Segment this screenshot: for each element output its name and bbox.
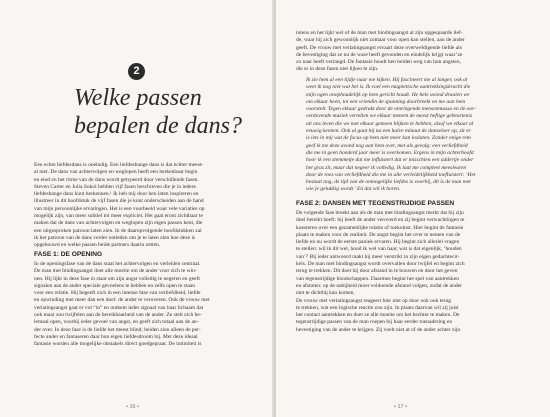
text-line: die me in geen honderd jaar meer is overkomen. Ergens in mijn achterhoofd <box>306 149 474 156</box>
text-line: lemaal open, voorbij ieder gevoel van angst, en geeft zich totaal aan de an- <box>34 319 199 326</box>
text-line: nen. Hij lijkt in deze fase in staat om zijn angst volledig te negeren en geeft <box>34 275 200 282</box>
text-line: wie je gelukkig wordt.’ En dat wil ik horen. <box>306 186 401 193</box>
phase2-paragraph <box>296 210 526 334</box>
text-line: bevestiging van de ander te krijgen. Zij voelt niet at of de ander achter zijn <box>296 326 461 333</box>
text-line: van tegenstrijdige boodschappen. Daarmee begint het spel van aantrekken <box>296 275 459 282</box>
page-number-right: • 17 • <box>394 404 408 410</box>
text-line: is iets in mij wat de focus op hem niet meer kan loslaten. Zonder enige rem <box>306 135 471 142</box>
intro-paragraph <box>34 162 261 250</box>
text-line: ik het patroon van de dans verder ontleden om je te laten zien hoe deze is <box>34 234 196 241</box>
page-number-left: • 16 • <box>126 404 140 410</box>
text-line: fecte ander en fantaseren daar hun eigen liefdesdroom bij. Met deze ideaal <box>34 333 198 340</box>
text-line: en opwinding met meer dan een doel: de ander te veroveren. Ook de vrouw met <box>34 297 210 304</box>
text-line: door de roes van verliefdheid die me in alle verleidelijkheid toefluistert: ‘Het <box>306 171 476 178</box>
text-line: mogelijk zijn, van meer subtiel tot meer expliciet. Het gaat erom zichtbaar te <box>34 213 203 220</box>
text-line: die er in deze fasen niet lijken te zijn. <box>296 66 379 73</box>
chapter-title-line-2: bepalen de dans? <box>74 113 242 139</box>
text-line: fantasie worden alle mogelijke obstakels direct goedgepraat. De intimiteit is <box>34 341 202 348</box>
phase1-paragraph <box>34 261 261 349</box>
text-line: te stellen: wil ik dit wel, houd ik wel van haar, wat is dat eigenlijk, ‘houden <box>296 246 462 253</box>
text-line: verdovende muziek vertellen we elkaar meteen de meest heftige gebeurtenis <box>306 113 473 120</box>
text-line: voor een relatie. Hij begeeft zich in een intense fase van verliefdheid, liefde <box>34 290 201 297</box>
text-line: bestaat nog, de tijd van de onmogelijke liefdes is voorbij, dit is de man met <box>306 179 471 186</box>
right-page <box>276 0 550 417</box>
chapter-title-line-1: Welke passen <box>74 85 202 111</box>
text-line: van mijn persoonlijke ervaringen. Het is een voorbeeld waar vele variaties op <box>34 205 205 212</box>
text-line: maken dat de dans van achtervolgen en weglopen zijn eigen passen kent, die <box>34 220 203 227</box>
text-line: doel bereikt heeft: hij heeft de ander veroverd en zij begint verwachtingen te <box>296 217 465 224</box>
text-line: een uitgesproken patroon laten zien. In de daaropvolgende hoofdstukken zal <box>34 227 202 234</box>
phase1-heading: FASE 1: DE OPENING <box>34 251 103 258</box>
text-line: om elkaar heen, tot een vriendin de spanning doorbreekt en me aan hem <box>306 98 466 105</box>
text-line: geeft. De vrouw met verlatingsangst ervaart deze overweldigende liefde als <box>296 44 462 51</box>
text-line: ook maar zou twijfelen aan de bereikbaarheid van de ander. Ze stelt zich he- <box>34 312 202 319</box>
text-line: zo naar heeft verlangd. De fantasie houdt hen beiden weg van hun angsten, <box>296 59 461 66</box>
text-line: koesteren over een gezamenlijke relatie of toekomst. Hier begint de fantasie <box>296 224 464 231</box>
text-line: voorstelt. Tegen elkaar gedrukt door de omringende mensenmassa en de oor- <box>306 106 477 113</box>
text-line: de, waar hij zich gewoonlijk niet zomaar voor open kan stellen, aan de ander <box>296 37 465 44</box>
chapter-title <box>74 84 264 140</box>
text-line: de bevestiging dat ze nu de ware heeft gevonden en eindelijk krijgt waar’ze <box>296 51 463 58</box>
left-page <box>0 0 274 417</box>
text-line: De vrouw met verlatingsangst reageert hier niet op door ook ook terug <box>296 297 452 304</box>
text-line: terug te trekken. Dit doet hij door afstand in te bouwen en door het geven <box>296 268 458 275</box>
text-line: en afstoten: op de nabijheid moet voldoende afstand volgen, zodat de ander <box>296 282 462 289</box>
text-line: mijn ogen onophoudelijk op hem gericht houdt. He hele avond draaien we <box>306 91 470 98</box>
text-line: De volgende fase breekt aan als de man met bindingsangst merkt dat hij zijn <box>296 210 464 216</box>
text-line: In de openingsfase van de dans staat het achtervolgen en verleiden centraal. <box>34 261 201 267</box>
text-line: en eind en het ritme van de dans wordt getypeerd door verschillende fasen. <box>34 176 199 183</box>
text-line: signalen aan de ander speciale gevoelens te hebben en zelfs open te staan <box>34 282 195 289</box>
text-line: intens en het lijkt wel of de man met bindingsangst al zijn opgespaarde lief- <box>296 30 463 36</box>
text-line: hoor ik een stemmetje dat me influistert dat er misschien een addertje onder <box>306 157 474 164</box>
text-line: tegenstrijdige passen van de man roepen bij haar eerder toenadering en <box>296 319 453 326</box>
text-line: eeuwig kennen. Ook al gaat hij na een halve minuut de dansvloer op, zit er <box>306 128 471 135</box>
text-line: Ik zie hem al een tijdje naar me kijken. Hij fascineert me al langer, ook al <box>306 77 468 83</box>
text-line: Steven Carter en Julia Sokol hebben vijf fasen beschreven die je in iedere <box>34 183 196 190</box>
text-line: weet ik nog niet wat het is. Ik voel een magnetische aantrekkingskracht die <box>306 84 471 91</box>
continuation-paragraph <box>296 30 526 74</box>
text-line: verlatingsangst gaat er vol “in” en ontkent ieder signaal van haar lichaam dat <box>34 304 204 311</box>
text-line: kels. De man met bindingsangst wordt overvallen door twijfel en begint zich <box>296 261 465 268</box>
text-line: al niet. De dans van achtervolgen en weglopen heeft een herkenbaar begin <box>34 169 198 176</box>
text-line: plaats te maken voor de realiteit. De angst begint het over te nemen van de <box>296 231 461 238</box>
text-line: De man met bindingsangst doet alle moeite om de ander voor zich te win- <box>34 268 197 275</box>
text-line: te trekken, wat een logische reactie zou zijn. In plaats daarvan wil zij juist <box>296 304 459 311</box>
chapter-number-badge: 2 <box>128 63 145 80</box>
text-line: der over. In deze fase is de liefde het meest blind; beiden zien alleen de per- <box>34 326 201 333</box>
text-line: liefde en nu wordt de eerste paniek ervaren. Hij begint zich allerlei vragen <box>296 239 460 246</box>
personal-story-quote <box>306 77 526 194</box>
text-line: Een echte liefdesdans is oneindig. Een liefdesbange dans is dat echter meest- <box>34 162 204 168</box>
text-line: het contact aantrekken en doet ze alle moeite om het hechter te maken. De <box>296 312 460 319</box>
phase2-heading: FASE 2: DANSEN MET TEGENSTRIJDIGE PASSEN <box>296 200 455 207</box>
text-line: van’? Bij ieder antwoord raakt hij meer verstrikt in zijn eigen gedachtecir- <box>296 253 460 260</box>
text-line: het gras zit, maar dat negeer ik volledig. Ik laat me compleet meesleuren <box>306 164 467 171</box>
text-line: niet te dichtbij kan komen. <box>296 290 355 297</box>
text-line: uit ons leven die we met elkaar gemeen blijken te hebben, alsof we elkaar al <box>306 120 474 127</box>
text-line: illustreer in dit hoofdstuk de vijf fasen die je kunt onderscheiden aan de hand <box>34 198 204 205</box>
text-line: liefdesbange dans kunt herkennen.¹ Ik heb mij door hen laten inspireren en <box>34 191 199 198</box>
text-line: opgebouwd en welke passen beide partners daarin zetten. <box>34 242 161 249</box>
text-line: geef ik me deze avond nog aan hem over, met als gevolg: een verliefdheid <box>306 142 468 149</box>
